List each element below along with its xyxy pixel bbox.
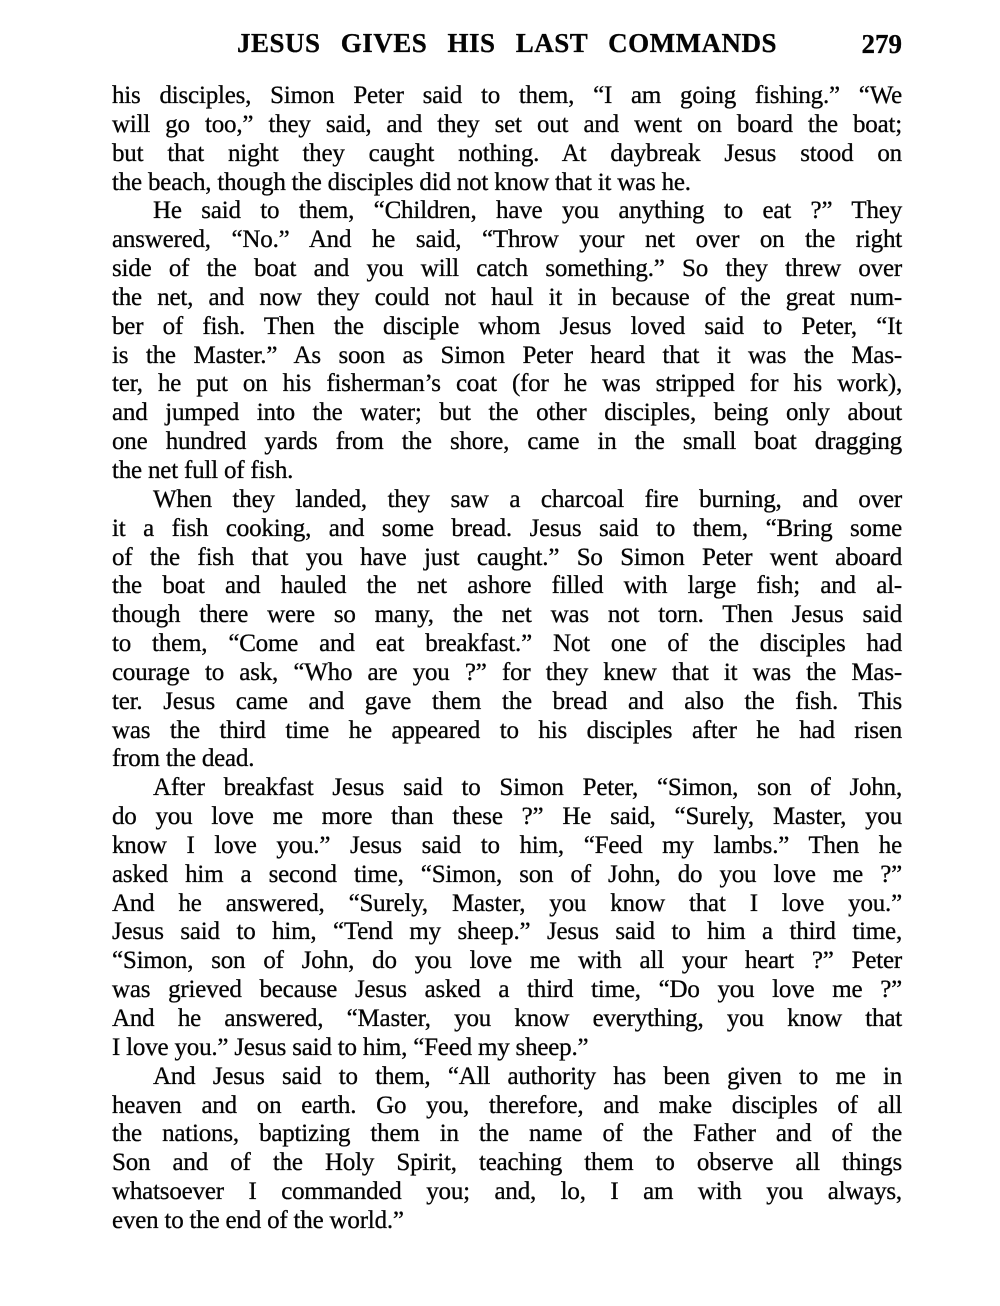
text-line: Son and of the Holy Spirit, teaching them to observe all things (112, 1149, 902, 1177)
text-line: the beach, though the disciples did not know that it was he. (112, 168, 691, 196)
paragraph (112, 82, 902, 197)
text-line: was the third time he appeared to his disciples after he had risen (112, 716, 902, 744)
text-line: asked him a second time, “Simon, son of John, do you love me ?” (112, 860, 902, 888)
text-line: I love you.” Jesus said to him, “Feed my sheep.” (112, 1033, 589, 1061)
text-line: his disciples, Simon Peter said to them, “I am going fishing.” “We (112, 82, 902, 109)
text-line: even to the end of the world.” (112, 1206, 404, 1234)
text-line: though there were so many, the net was not torn. Then Jesus said (112, 601, 902, 629)
text-line: the net full of fish. (112, 456, 294, 484)
text-line: And he answered, “Surely, Master, you know that I love you.” (112, 889, 902, 917)
paragraph (112, 197, 902, 485)
text-line: to them, “Come and eat breakfast.” Not one of the disciples had (112, 630, 902, 658)
text-line: will go too,” they said, and they set out and went on board the boat; (112, 110, 902, 138)
text-line: but that night they caught nothing. At daybreak Jesus stood on (112, 139, 902, 167)
text-line: one hundred yards from the shore, came in the small boat dragging (112, 428, 902, 456)
text-line: And Jesus said to them, “All authority has been given to me in (153, 1062, 902, 1090)
text-line: After breakfast Jesus said to Simon Peter, “Simon, son of John, (153, 774, 902, 802)
text-line: was grieved because Jesus asked a third time, “Do you love me ?” (112, 976, 902, 1004)
text-line: answered, “No.” And he said, “Throw your net over on the right (112, 226, 902, 254)
text-line: from the dead. (112, 745, 255, 773)
page-header (112, 28, 902, 64)
text-line: whatsoever I commanded you; and, lo, I am with you always, (112, 1178, 902, 1206)
text-line: “Simon, son of John, do you love me with all your heart ?” Peter (112, 947, 902, 975)
text-line: do you love me more than these ?” He said, “Surely, Master, you (112, 803, 902, 831)
paragraph (112, 486, 902, 774)
text-line: side of the boat and you will catch something.” So they threw over (112, 255, 902, 283)
paragraph (112, 774, 902, 1062)
text-line: When they landed, they saw a charcoal fire burning, and over (153, 485, 902, 513)
text-line: Jesus said to him, “Tend my sheep.” Jesus said to him a third time, (112, 918, 902, 946)
text-line: the net, and now they could not haul it in because of the great num- (112, 283, 902, 311)
text-line: ber of fish. Then the disciple whom Jesus loved said to Peter, “It (112, 312, 902, 340)
text-line: ter. Jesus came and gave them the bread and also the fish. This (112, 687, 902, 715)
text-line: know I love you.” Jesus said to him, “Feed my lambs.” Then he (112, 831, 902, 859)
body-text (112, 82, 902, 1236)
text-line: is the Master.” As soon as Simon Peter heard that it was the Mas- (112, 341, 902, 369)
text-line: heaven and on earth. Go you, therefore, and make disciples of all (112, 1091, 902, 1119)
text-line: the boat and hauled the net ashore filled with large fish; and al- (112, 572, 902, 600)
text-line: and jumped into the water; but the other disciples, being only about (112, 399, 902, 427)
text-line: of the fish that you have just caught.” So Simon Peter went aboard (112, 543, 902, 571)
text-line: courage to ask, “Who are you ?” for they knew that it was the Mas- (112, 658, 902, 686)
text-line: the nations, baptizing them in the name of the Father and of the (112, 1120, 902, 1148)
paragraph (112, 1063, 902, 1236)
text-line: ter, he put on his fisherman’s coat (for he was stripped for his work), (112, 370, 902, 398)
running-head: JESUS GIVES HIS LAST COMMANDS (236, 28, 778, 58)
page-number: 279 (861, 29, 902, 59)
text-line: He said to them, “Children, have you anything to eat ?” They (153, 197, 902, 225)
text-line: And he answered, “Master, you know everything, you know that (112, 1005, 902, 1032)
text-line: it a fish cooking, and some bread. Jesus said to them, “Bring some (112, 514, 902, 542)
